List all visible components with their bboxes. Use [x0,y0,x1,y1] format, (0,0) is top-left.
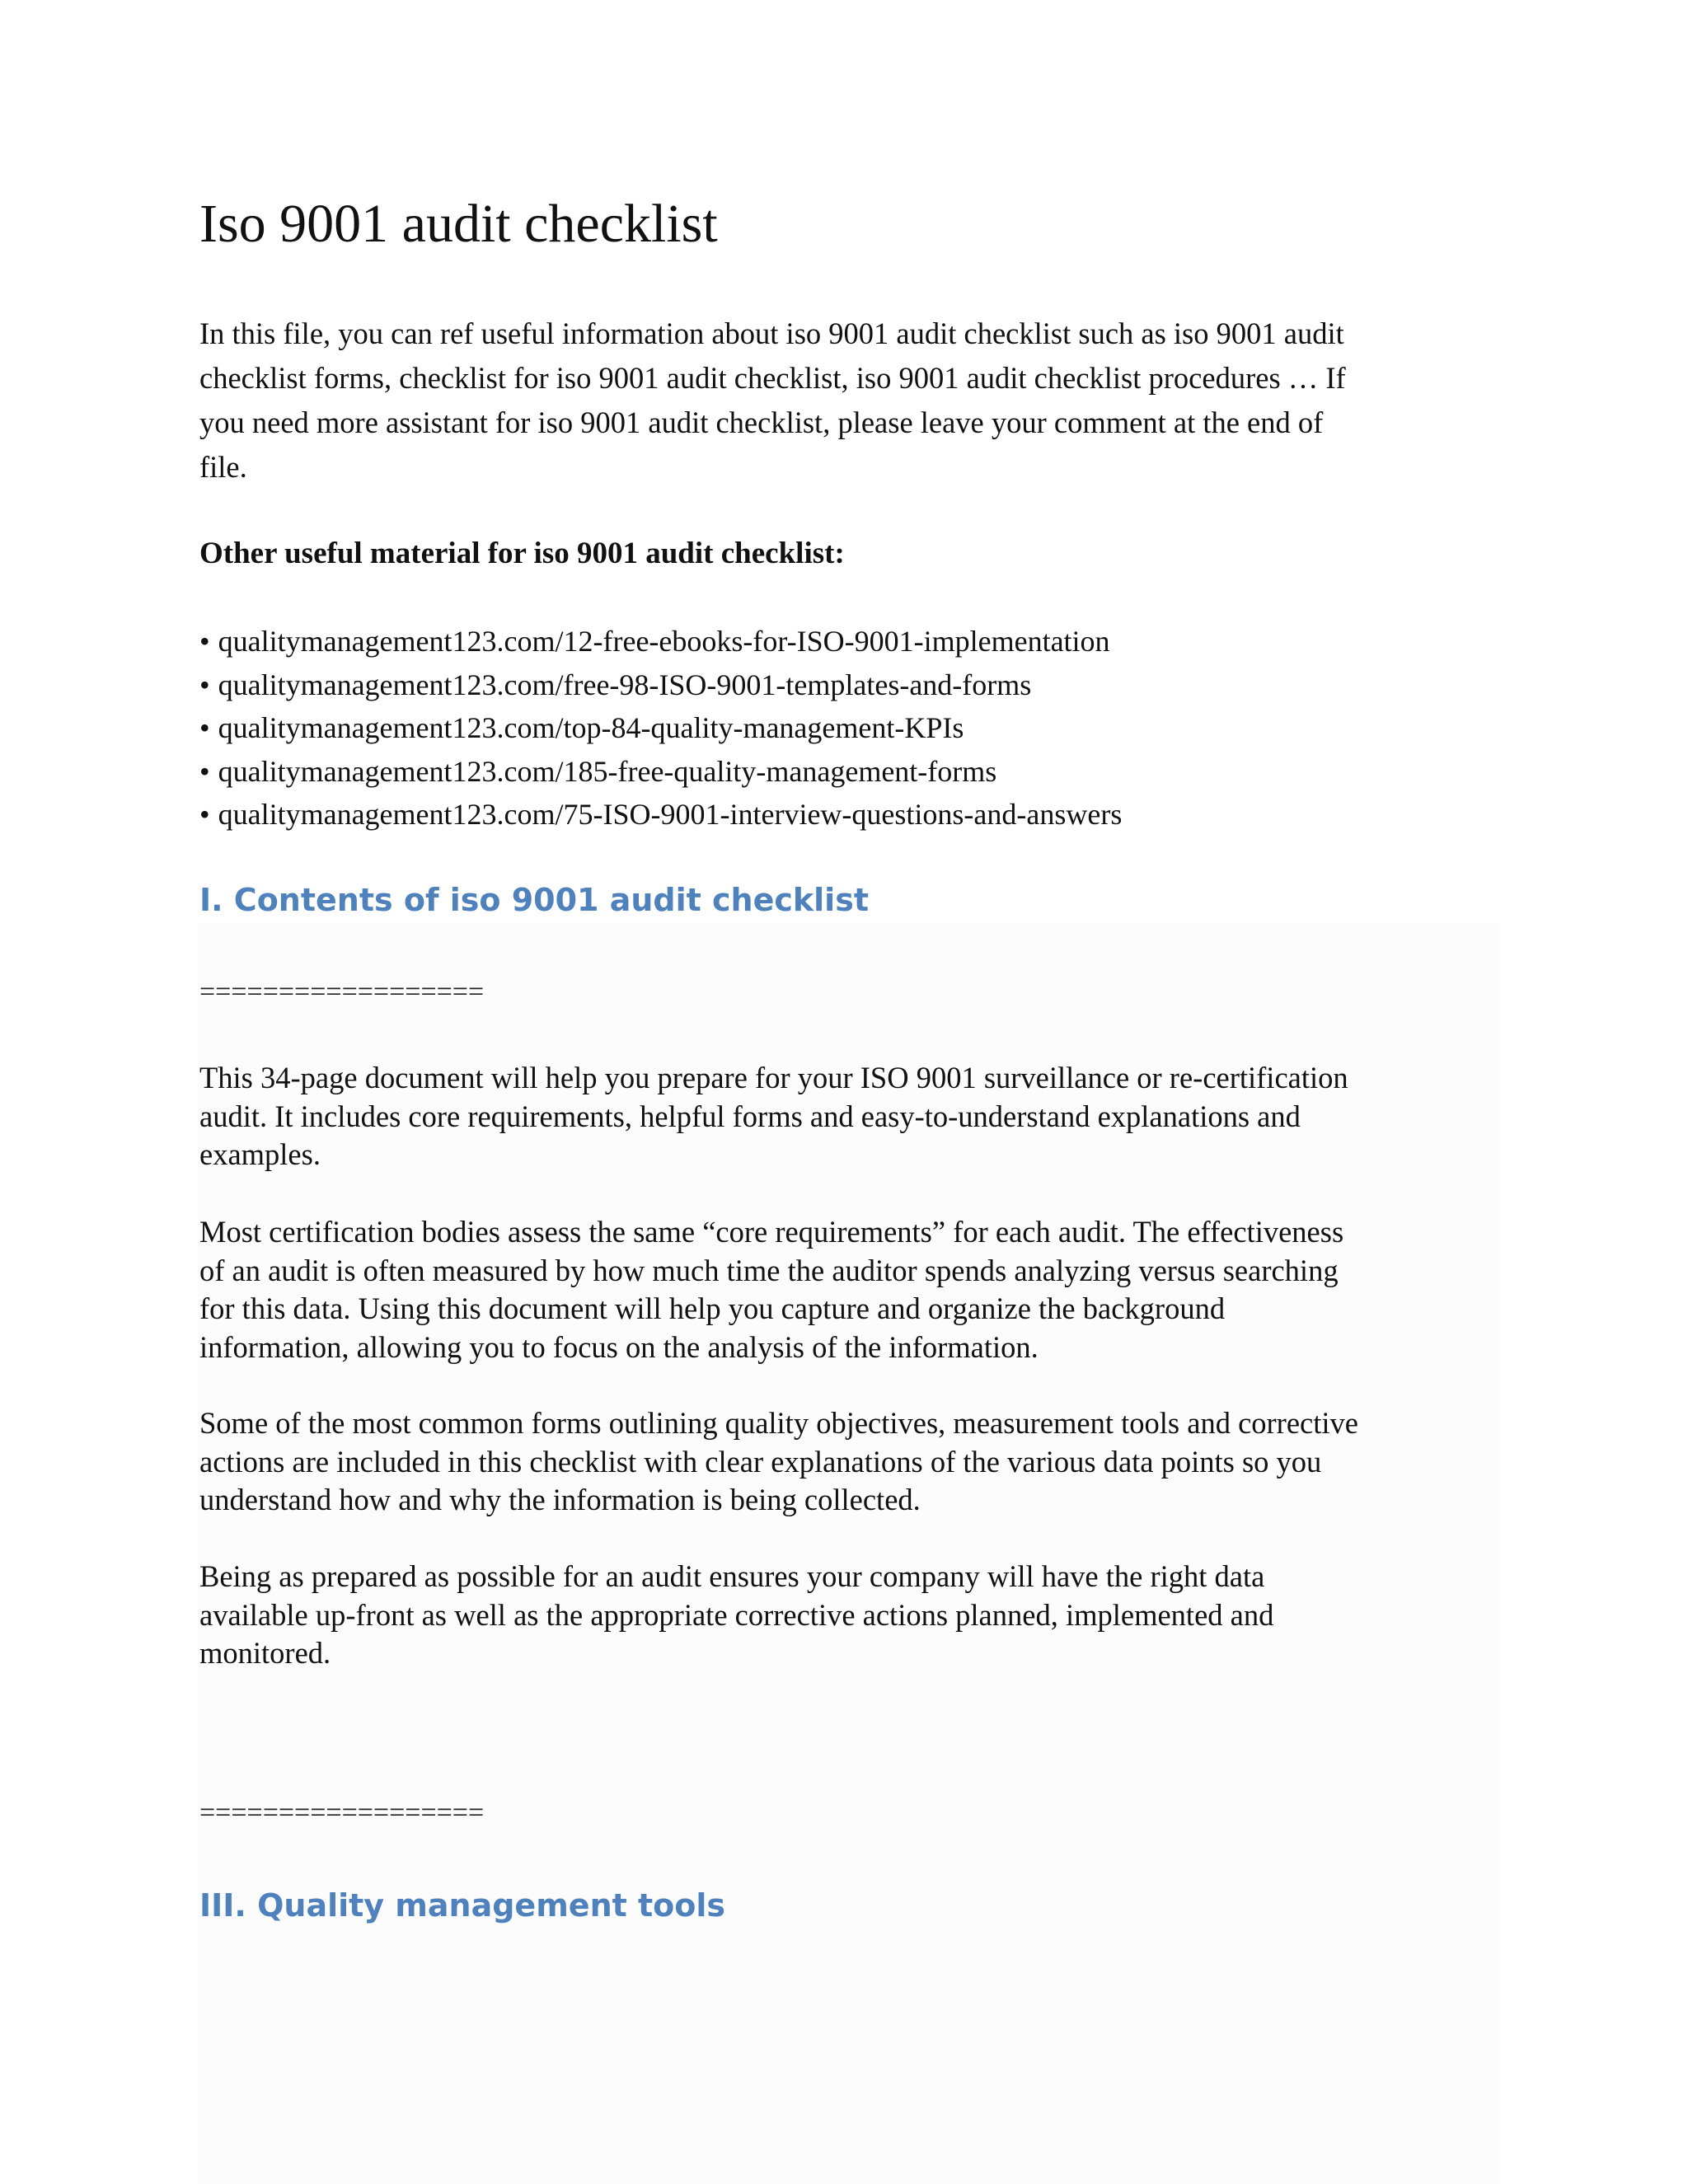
other-material-heading: Other useful material for iso 9001 audit checklist: [199,537,845,570]
list-item[interactable] [199,706,1122,750]
paragraph-line: for this data. Using this document will help you capture and organize the background [199,1291,1226,1325]
paragraph-line: understand how and why the information is being collected. [199,1483,921,1516]
paragraph-line: information, allowing you to focus on the analysis of the information. [199,1329,1039,1364]
paragraph-line: This 34-page document will help you prepare for your ISO 9001 surveillance or re-certification [199,1061,1348,1094]
paragraph-line: of an audit is often measured by how much time the auditor spends analyzing versus searching [199,1253,1339,1287]
divider-bottom: ================== [199,1797,485,1828]
resource-link[interactable]: qualitymanagement123.com/12-free-ebooks-for-ISO-9001-implementation [218,625,1110,658]
paragraph-line: Being as prepared as possible for an audit ensures your company will have the right data [199,1559,1265,1593]
body-paragraph [199,1213,1485,1366]
resource-link[interactable]: qualitymanagement123.com/75-ISO-9001-interview-questions-and-answers [218,798,1123,831]
paragraph-line: Most certification bodies assess the same “core requirements” for each audit. The effectiveness [199,1215,1344,1249]
bullet-icon: • [199,625,210,658]
intro-line: you need more assistant for iso 9001 audit checklist, please leave your comment at the end of [199,405,1324,439]
body-paragraph [199,1404,1485,1520]
paragraph-line: actions are included in this checklist with clear explanations of the various data points so you [199,1444,1322,1479]
section-heading-quality-tools: III. Quality management tools [199,1887,726,1924]
list-item[interactable] [199,793,1122,837]
paragraph-line: audit. It includes core requirements, helpful forms and easy-to-understand explanations and [199,1099,1301,1133]
bullet-icon: • [199,668,210,701]
body-paragraph [199,1558,1485,1673]
intro-line: checklist forms, checklist for iso 9001 audit checklist, iso 9001 audit checklist procedures … If [199,361,1346,395]
resource-link[interactable]: qualitymanagement123.com/185-free-quality-management-forms [218,754,997,788]
list-item[interactable] [199,750,1122,794]
list-item[interactable] [199,620,1122,663]
section-heading-contents: I. Contents of iso 9001 audit checklist [199,882,869,918]
paragraph-line: monitored. [199,1636,331,1670]
divider-top: ================== [199,977,485,1007]
paragraph-line: available up-front as well as the appropriate corrective actions planned, implemented and [199,1597,1274,1632]
resource-link[interactable]: qualitymanagement123.com/top-84-quality-management-KPIs [218,711,964,744]
document-title: Iso 9001 audit checklist [199,194,718,254]
bullet-icon: • [199,798,210,831]
paragraph-line: examples. [199,1137,321,1171]
resource-link[interactable]: qualitymanagement123.com/free-98-ISO-9001-templates-and-forms [218,668,1032,701]
paragraph-line: Some of the most common forms outlining quality objectives, measurement tools and corrective [199,1406,1358,1440]
resource-link-list [199,620,1122,837]
intro-line: In this file, you can ref useful information about iso 9001 audit checklist such as iso 9001 audit [199,316,1344,350]
intro-paragraph [199,312,1469,490]
body-paragraph [199,1059,1485,1174]
intro-line: file. [199,450,247,484]
list-item[interactable] [199,663,1122,707]
bullet-icon: • [199,754,210,788]
bullet-icon: • [199,711,210,744]
